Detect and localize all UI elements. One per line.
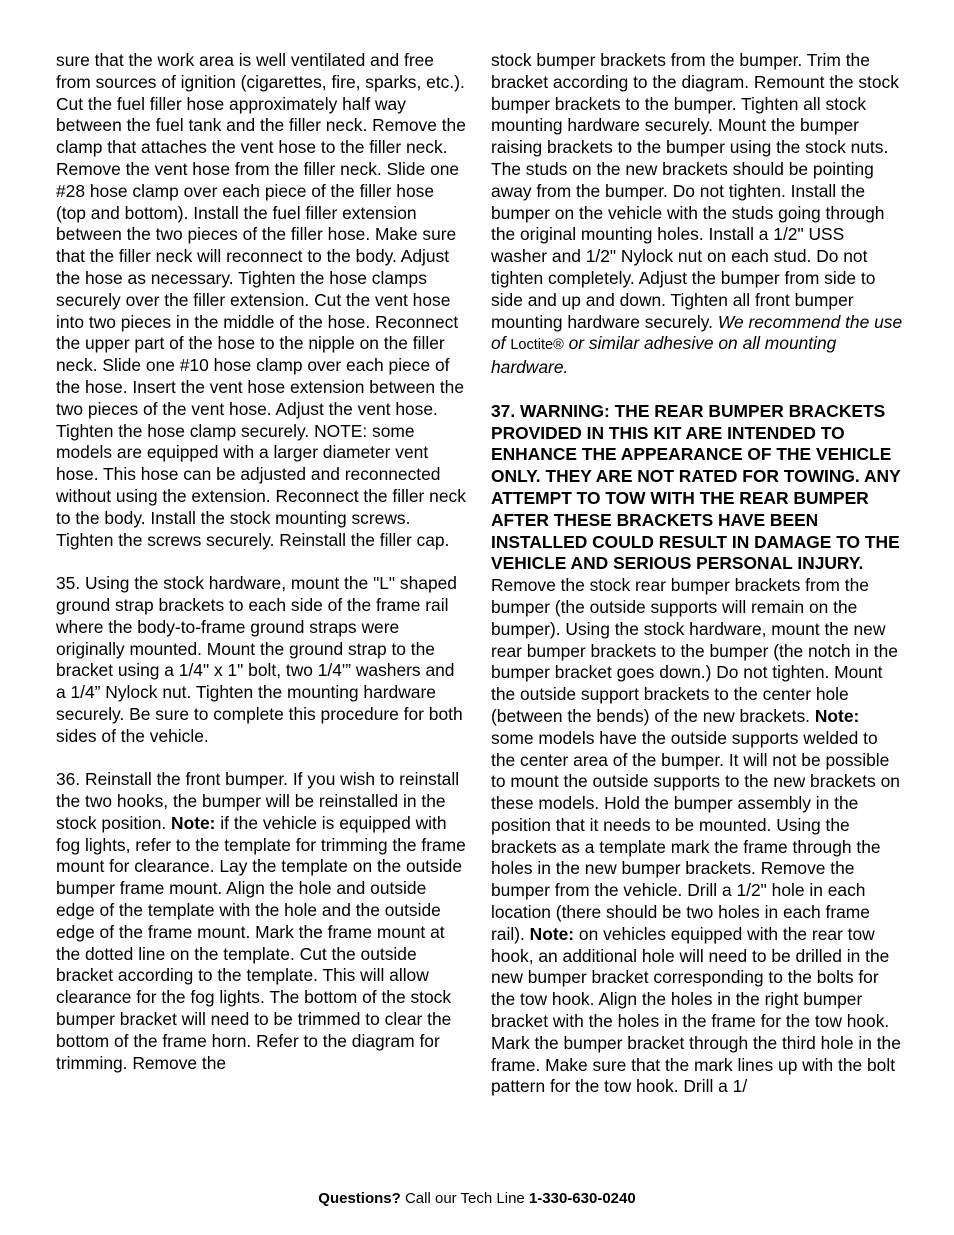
loctite-trademark: Loctite® bbox=[510, 337, 564, 354]
step-36-continued-paragraph: stock bumper brackets from the bumper. Trim the bracket according to the diagram. Remount the stock bumper brackets to the bumper. Tighten all stock mounting hardware securely. Mount the bumper raising brackets to the bumper using the stock nuts. The studs on the new brackets should be pointing away from the bumper. Do not tighten. Install the bumper on the vehicle with the studs going through the original mounting holes. Install a 1/2" USS washer and 1/2" Nylock nut on each stud. Do not tighten completely. Adjust the bumper from side to side and up and down. Tighten all front bumper mounting hardware securely. We recommend the use of Loctite® or similar adhesive on all mounting hardware. bbox=[491, 50, 903, 378]
footer-call-text: Call our Tech Line bbox=[400, 1190, 529, 1207]
fuel-filler-paragraph: sure that the work area is well ventilated and free from sources of ignition (cigarettes, fire, sparks, etc.). Cut the fuel filler hose approximately half way between the fuel tank and the filler neck. Remove the clamp that attaches the vent hose to the filler neck. Remove the vent hose from the filler neck. Slide one #28 hose clamp over each piece of the filler hose (top and bottom). Install the fuel filler extension between the two pieces of the filler hose. Make sure that the filler neck will reconnect to the body. Adjust the hose as necessary. Tighten the hose clamps securely over the filler extension. Cut the vent hose into two pieces in the middle of the hose. Reconnect the upper part of the hose to the nipple on the filler neck. Slide one #10 hose clamp over each piece of the hose. Insert the vent hose extension between the two pieces of the vent hose. Adjust the vent hose. Tighten the hose clamp securely. NOTE: some models are equipped with a larger diameter vent hose. This hose can be adjusted and reconnected without using the extension. Reconnect the filler neck to the body. Install the stock mounting screws. Tighten the screws securely. Reinstall the filler cap. bbox=[56, 50, 466, 550]
step-36-paragraph: 36. Reinstall the front bumper. If you wish to reinstall the two hooks, the bumper will be reinstalled in the stock position. Note: if the vehicle is equipped with fog lights, refer to the template for trimming the frame mount for clearance. Lay the template on the outside bumper frame mount. Align the hole and outside edge of the template with the hole and the outside edge of the frame mount. Mark the frame mount at the dotted line on the template. Cut the outside bracket according to the template. This will allow clearance for the fog lights. The bottom of the stock bumper bracket will need to be trimmed to clear the bottom of the frame horn. Refer to the diagram for trimming. Remove the bbox=[56, 769, 466, 1073]
footer-questions: Questions? bbox=[318, 1190, 401, 1207]
note-label: Note: bbox=[814, 705, 860, 726]
note-label: Note: bbox=[529, 923, 575, 944]
page-footer bbox=[0, 1189, 954, 1209]
step-35-paragraph: 35. Using the stock hardware, mount the "L" shaped ground strap brackets to each side of the frame rail where the body-to-frame ground straps were originally mounted. Mount the ground strap to the bracket using a 1/4" x 1" bolt, two 1/4'” washers and a 1/4” Nylock nut. Tighten the mounting hardware securely. Be sure to complete this procedure for both sides of the vehicle. bbox=[56, 573, 463, 746]
tech-line-phone: 1-330-630-0240 bbox=[528, 1190, 636, 1207]
right-column bbox=[491, 50, 903, 1098]
note-label: Note: bbox=[171, 812, 216, 833]
left-column bbox=[56, 50, 468, 1074]
step-37-paragraph: 37. WARNING: THE REAR BUMPER BRACKETS PROVIDED IN THIS KIT ARE INTENDED TO ENHANCE THE APPEARANCE OF THE VEHICLE ONLY. THEY ARE NOT RATED FOR TOWING. ANY ATTEMPT TO TOW WITH THE REAR BUMPER AFTER THESE BRACKETS HAVE BEEN INSTALLED COULD RESULT IN DAMAGE TO THE VEHICLE AND SERIOUS PERSONAL INJURY. Remove the stock rear bumper brackets from the bumper (the outside supports will remain on the bumper). Using the stock hardware, mount the new rear bumper brackets to the bumper (the notch in the bumper bracket goes down.) Do not tighten. Mount the outside support brackets to the center hole (between the bends) of the new brackets. Note: some models have the outside supports welded to the center area of the bumper. It will not be possible to mount the outside supports to the new brackets on these models. Hold the bumper assembly in the position that it needs to be mounted. Using the brackets as a template mark the frame through the holes in the new bumper brackets. Remove the bumper from the vehicle. Drill a 1/2" hole in each location (there should be two holes in each frame rail). Note: on vehicles equipped with the rear tow hook, an additional hole will need to be drilled in the new bumper bracket corresponding to the bolts for the tow hook. Align the holes in the right bumper bracket with the holes in the frame for the tow hook. Mark the bumper bracket through the third hole in the frame. Make sure that the mark lines up with the bolt pattern for the tow hook. Drill a 1/ bbox=[491, 400, 901, 1097]
warning-text: 37. WARNING: THE REAR BUMPER BRACKETS PROVIDED IN THIS KIT ARE INTENDED TO ENHANCE THE APPEARANCE OF THE VEHICLE ONLY. THEY ARE NOT RATED FOR TOWING. ANY ATTEMPT TO TOW WITH THE REAR BUMPER AFTER THESE BRACKETS HAVE BEEN INSTALLED COULD RESULT IN DAMAGE TO THE VEHICLE AND SERIOUS PERSONAL INJURY. bbox=[491, 400, 901, 574]
